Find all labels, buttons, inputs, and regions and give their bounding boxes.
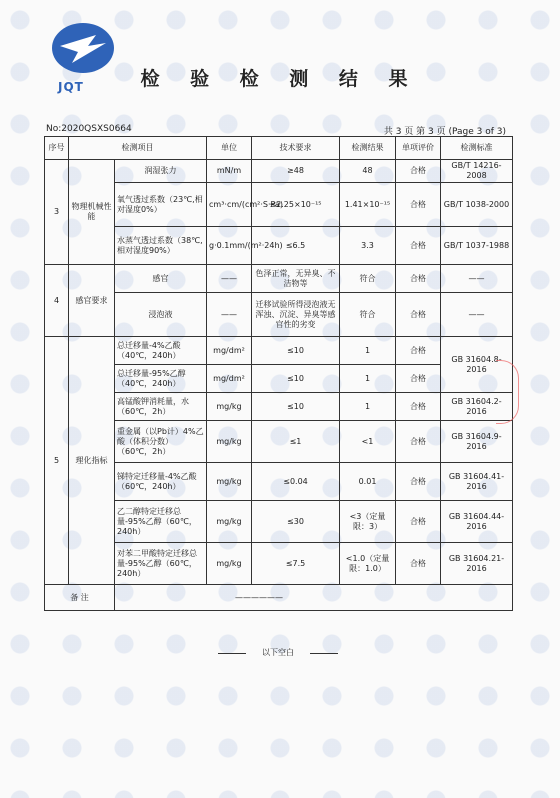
row-standard: GB 31604.21-2016 (441, 543, 513, 585)
col-index: 序号 (45, 137, 69, 160)
row-item: 润湿张力 (115, 160, 207, 183)
row-group: 物理机械性能 (69, 160, 115, 265)
row-standard: GB/T 1038-2000 (441, 183, 513, 227)
table-row (45, 463, 513, 501)
row-result: 符合 (340, 293, 396, 337)
footer-note: 以下空白 (218, 647, 338, 659)
row-standard: —— (441, 265, 513, 293)
row-item: 总迁移量-95%乙醇（40℃，240h） (115, 365, 207, 393)
row-item: 总迁移量-4%乙酸（40℃，240h） (115, 337, 207, 365)
col-evaluation: 单项评价 (396, 137, 441, 160)
row-unit: mg/kg (207, 393, 252, 421)
row-item: 氧气透过系数（23℃,相对湿度0%） (115, 183, 207, 227)
row-unit: g·0.1mm/(m²·24h) (207, 227, 252, 265)
row-group: 理化指标 (69, 337, 115, 585)
row-item: 乙二醇特定迁移总量-95%乙醇（60℃，240h） (115, 501, 207, 543)
row-requirement: ≤1 (252, 421, 340, 463)
row-result: 1 (340, 337, 396, 365)
row-index: 5 (45, 337, 69, 585)
col-requirement: 技术要求 (252, 137, 340, 160)
row-index: 3 (45, 160, 69, 265)
row-evaluation: 合格 (396, 293, 441, 337)
row-unit: mg/kg (207, 543, 252, 585)
row-requirement: ≤10 (252, 393, 340, 421)
row-unit: mg/dm² (207, 337, 252, 365)
logo-text: JQT (58, 80, 84, 94)
page-title: 检 验 检 测 结 果 (140, 68, 420, 90)
report-number: No:2020QSXS0664 (46, 124, 132, 134)
row-requirement: ≤6.5 (252, 227, 340, 265)
row-standard: GB 31604.8-2016 (441, 337, 513, 393)
row-unit: mg/dm² (207, 365, 252, 393)
table-row (45, 160, 513, 183)
seal-edge (496, 360, 519, 424)
row-evaluation: 合格 (396, 265, 441, 293)
report-meta (46, 124, 506, 136)
table-row (45, 501, 513, 543)
row-evaluation: 合格 (396, 365, 441, 393)
row-evaluation: 合格 (396, 160, 441, 183)
table-header (45, 137, 513, 160)
row-evaluation: 合格 (396, 393, 441, 421)
page-indicator: 共 3 页 第 3 页 (Page 3 of 3) (383, 127, 506, 137)
table-row (45, 227, 513, 265)
row-item: 感官 (115, 265, 207, 293)
row-requirement: ≥48 (252, 160, 340, 183)
table-row (45, 421, 513, 463)
row-result: <1 (340, 421, 396, 463)
table-row (45, 265, 513, 293)
row-item: 水蒸气透过系数（38℃,相对湿度90%） (115, 227, 207, 265)
row-evaluation: 合格 (396, 543, 441, 585)
row-result: <3（定量限：3） (340, 501, 396, 543)
row-unit: —— (207, 265, 252, 293)
table-row (45, 183, 513, 227)
row-result: 1 (340, 393, 396, 421)
row-requirement: ≤10 (252, 337, 340, 365)
col-item: 检测项目 (69, 137, 207, 160)
table-row (45, 393, 513, 421)
row-standard: GB 31604.9-2016 (441, 421, 513, 463)
row-unit: mg/kg (207, 463, 252, 501)
row-requirement: ≤7.5 (252, 543, 340, 585)
row-unit: mg/kg (207, 501, 252, 543)
row-standard: GB 31604.41-2016 (441, 463, 513, 501)
row-evaluation: 合格 (396, 463, 441, 501)
row-item: 浸泡液 (115, 293, 207, 337)
row-evaluation: 合格 (396, 337, 441, 365)
row-result: 符合 (340, 265, 396, 293)
table-row (45, 293, 513, 337)
remarks-label: 备 注 (45, 585, 115, 611)
row-item: 对苯二甲酸特定迁移总量-95%乙醇（60℃，240h） (115, 543, 207, 585)
row-evaluation: 合格 (396, 421, 441, 463)
row-unit: mg/kg (207, 421, 252, 463)
row-standard: GB 31604.44-2016 (441, 501, 513, 543)
row-result: 1 (340, 365, 396, 393)
row-result: <1.0（定量限：1.0） (340, 543, 396, 585)
row-requirement: 色泽正常，无异臭、不洁物等 (252, 265, 340, 293)
row-item: 高锰酸钾消耗量，水（60℃，2h） (115, 393, 207, 421)
table-row (45, 543, 513, 585)
row-result: 48 (340, 160, 396, 183)
row-requirement: ≤2.25×10⁻¹⁵ (252, 183, 340, 227)
row-result: 3.3 (340, 227, 396, 265)
row-unit: cm³·cm/(cm²·S·Pa) (207, 183, 252, 227)
row-unit: —— (207, 293, 252, 337)
col-standard: 检测标准 (441, 137, 513, 160)
remarks-value: —————— (115, 585, 513, 611)
row-standard: GB 31604.2-2016 (441, 393, 513, 421)
row-result: 1.41×10⁻¹⁵ (340, 183, 396, 227)
col-unit: 单位 (207, 137, 252, 160)
row-requirement: 迁移试验所得浸泡液无浑浊、沉淀、异臭等感官性的劣变 (252, 293, 340, 337)
row-item: 锑特定迁移量-4%乙酸（60℃，240h） (115, 463, 207, 501)
row-evaluation: 合格 (396, 501, 441, 543)
row-evaluation: 合格 (396, 183, 441, 227)
row-standard: —— (441, 293, 513, 337)
remarks-row (45, 585, 513, 611)
row-standard: GB/T 1037-1988 (441, 227, 513, 265)
row-item: 重金属（以Pb计）4%乙酸（体积分数）（60℃，2h） (115, 421, 207, 463)
row-requirement: ≤0.04 (252, 463, 340, 501)
row-index: 4 (45, 265, 69, 337)
row-unit: mN/m (207, 160, 252, 183)
row-requirement: ≤10 (252, 365, 340, 393)
row-standard: GB/T 14216-2008 (441, 160, 513, 183)
table-row (45, 337, 513, 365)
row-result: 0.01 (340, 463, 396, 501)
row-requirement: ≤30 (252, 501, 340, 543)
result-table (44, 136, 513, 611)
row-evaluation: 合格 (396, 227, 441, 265)
row-group: 感官要求 (69, 265, 115, 337)
col-result: 检测结果 (340, 137, 396, 160)
